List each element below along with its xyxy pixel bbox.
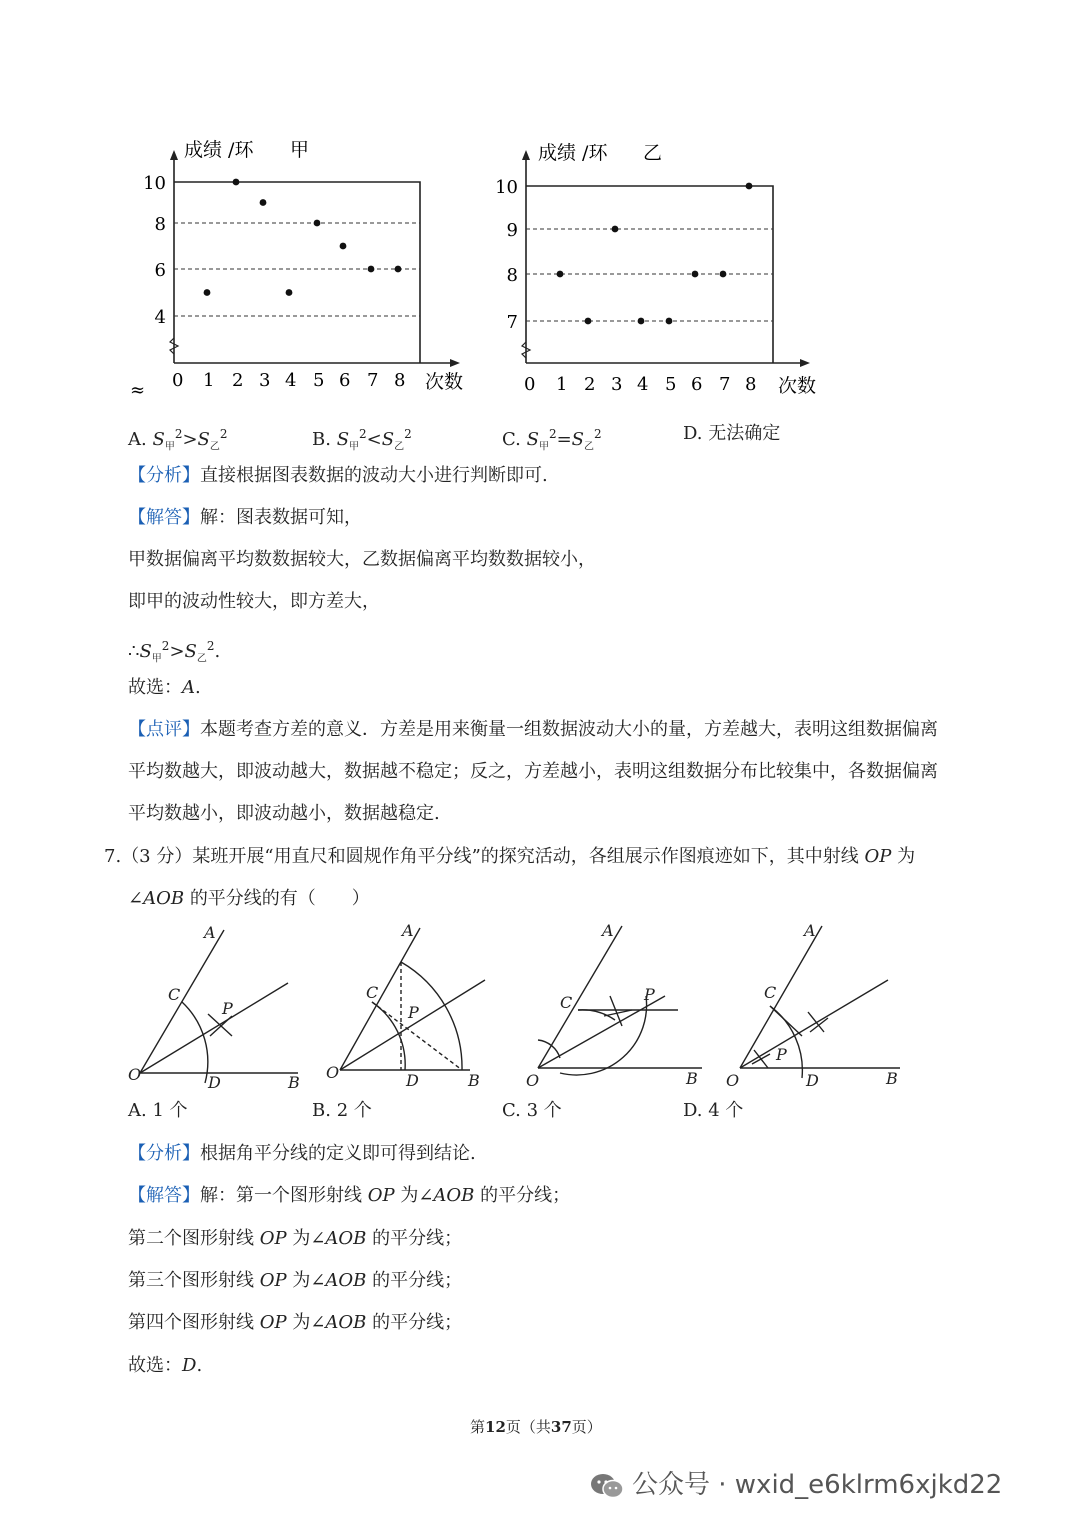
fig1-label-p: P bbox=[222, 999, 233, 1018]
data-point bbox=[746, 183, 753, 190]
q7-analysis: 【分析】根据角平分线的定义即可得到结论. bbox=[128, 1143, 476, 1164]
yi-title-name: 乙 bbox=[643, 142, 663, 164]
data-point bbox=[612, 226, 619, 233]
q7-answer-1: 【解答】解：第一个图形射线 OP 为∠AOB 的平分线； bbox=[128, 1185, 571, 1206]
q6-comment-2: 平均数越大，即波动越大，数据越不稳定；反之，方差越小，表明这组数据分布比较集中，各数据偏离 bbox=[128, 761, 938, 782]
jia-axes bbox=[170, 158, 455, 363]
x-tick-label: 2 bbox=[232, 370, 244, 391]
q7-figure-1 bbox=[140, 930, 298, 1083]
q7-figures bbox=[120, 918, 920, 1093]
data-point bbox=[340, 243, 347, 250]
q6-answer: 【解答】解：图表数据可知， bbox=[128, 507, 362, 528]
jia-title-name: 甲 bbox=[290, 139, 310, 161]
fig3-label-a: A bbox=[602, 921, 614, 940]
q6-therefore: $\therefore S_甲^2>S_乙^2$. bbox=[128, 639, 221, 665]
q7-option-a: A. 1 个 bbox=[128, 1100, 188, 1121]
jia-y-arrow bbox=[170, 150, 178, 160]
fig1-label-a: A bbox=[204, 923, 216, 942]
yi-axes bbox=[522, 158, 805, 363]
chart-yi bbox=[480, 134, 840, 409]
x-tick-label: 5 bbox=[313, 370, 325, 391]
data-point bbox=[233, 179, 240, 186]
q7-option-b: B. 2 个 bbox=[312, 1100, 372, 1121]
q7-figure-4 bbox=[740, 926, 900, 1078]
fig3-label-c: C bbox=[560, 993, 573, 1012]
jia-x-label: 次数 bbox=[425, 371, 464, 393]
data-point bbox=[395, 266, 402, 273]
data-point bbox=[585, 318, 592, 325]
x-tick-label: 6 bbox=[691, 374, 703, 395]
x-tick-label: 3 bbox=[611, 374, 623, 395]
jia-approx-symbol: ≈ bbox=[130, 380, 146, 401]
fig1-label-c: C bbox=[168, 985, 181, 1004]
answer-tag: 【解答】 bbox=[128, 1185, 200, 1206]
data-point bbox=[204, 289, 211, 296]
x-tick-label: 1 bbox=[556, 374, 568, 395]
jia-gridlines bbox=[174, 223, 420, 316]
watermark-text: 公众号 · wxid_e6klrm6xjkd22 bbox=[632, 1470, 1003, 1500]
x-tick-label: 5 bbox=[665, 374, 677, 395]
y-tick-label: 10 bbox=[495, 177, 518, 198]
data-point bbox=[720, 271, 727, 278]
fig4-label-o: O bbox=[726, 1071, 740, 1090]
jia-y-ticks bbox=[143, 173, 166, 328]
fig4-label-a: A bbox=[804, 921, 816, 940]
x-tick-label: 0 bbox=[172, 370, 184, 391]
fig1-label-o: O bbox=[128, 1065, 142, 1084]
yi-x-arrow bbox=[800, 359, 810, 367]
x-tick-label: 2 bbox=[584, 374, 596, 395]
watermark bbox=[590, 1464, 1002, 1501]
fig4-label-b: B bbox=[886, 1069, 898, 1088]
y-tick-label: 8 bbox=[154, 214, 166, 235]
fig2-label-o: O bbox=[326, 1063, 340, 1082]
data-point bbox=[260, 199, 267, 206]
fig4-label-d: D bbox=[806, 1071, 819, 1090]
q7-figure-2 bbox=[340, 928, 485, 1070]
q7-choice: 故选：D. bbox=[128, 1355, 203, 1376]
q7-stem-1: 7.（3 分）某班开展“用直尺和圆规作角平分线”的探究活动，各组展示作图痕迹如下，其中射线 OP 为 bbox=[104, 846, 916, 867]
x-tick-label: 4 bbox=[285, 370, 297, 391]
answer-tag: 【解答】 bbox=[128, 507, 200, 528]
jia-points bbox=[204, 179, 402, 296]
q6-choice: 故选：A. bbox=[128, 677, 201, 698]
q6-option-a: A. $S_甲^2>S_乙^2$ bbox=[128, 427, 228, 453]
page-footer: 第12页（共37页） bbox=[470, 1418, 602, 1436]
analysis-tag: 【分析】 bbox=[128, 1143, 200, 1164]
fig4-label-p: P bbox=[776, 1045, 787, 1064]
yi-x-label: 次数 bbox=[778, 375, 817, 397]
data-point bbox=[314, 220, 321, 227]
y-tick-label: 8 bbox=[506, 265, 518, 286]
y-tick-label: 7 bbox=[506, 312, 518, 333]
chart-jia bbox=[120, 130, 480, 405]
q7-stem-2: ∠AOB 的平分线的有（ ） bbox=[128, 888, 370, 909]
yi-y-arrow bbox=[522, 150, 530, 160]
analysis-tag: 【分析】 bbox=[128, 465, 200, 486]
q6-analysis: 【分析】直接根据图表数据的波动大小进行判断即可. bbox=[128, 465, 548, 486]
x-tick-label: 8 bbox=[394, 370, 406, 391]
jia-title-unit: 成绩 /环 bbox=[184, 139, 254, 161]
fig3-label-o: O bbox=[526, 1071, 540, 1090]
wechat-icon bbox=[590, 1472, 624, 1500]
yi-y-ticks bbox=[495, 177, 518, 333]
y-tick-label: 6 bbox=[154, 260, 166, 281]
q6-line1: 甲数据偏离平均数数据较大，乙数据偏离平均数数据较小， bbox=[128, 549, 596, 570]
q6-option-d: D. 无法确定 bbox=[683, 423, 781, 444]
q6-option-c: C. $S_甲^2=S_乙^2$ bbox=[502, 427, 602, 453]
fig1-label-d: D bbox=[208, 1073, 221, 1092]
jia-x-ticks bbox=[172, 370, 405, 391]
comment-tag: 【点评】 bbox=[128, 719, 200, 740]
q6-comment-1: 【点评】本题考查方差的意义．方差是用来衡量一组数据波动大小的量，方差越大，表明这组数据偏离 bbox=[128, 719, 938, 740]
q6-line2: 即甲的波动性较大，即方差大， bbox=[128, 591, 380, 612]
yi-x-ticks bbox=[524, 374, 756, 395]
x-tick-label: 3 bbox=[259, 370, 271, 391]
x-tick-label: 4 bbox=[637, 374, 649, 395]
fig2-label-c: C bbox=[366, 983, 379, 1002]
data-point bbox=[666, 318, 673, 325]
data-point bbox=[286, 289, 293, 296]
fig2-label-b: B bbox=[468, 1071, 480, 1090]
yi-title-unit: 成绩 /环 bbox=[538, 142, 608, 164]
fig2-label-p: P bbox=[408, 1003, 419, 1022]
x-tick-label: 8 bbox=[745, 374, 757, 395]
y-tick-label: 9 bbox=[506, 220, 518, 241]
fig3-label-p: P bbox=[644, 985, 655, 1004]
x-tick-label: 0 bbox=[524, 374, 536, 395]
y-tick-label: 10 bbox=[143, 173, 166, 194]
data-point bbox=[557, 271, 564, 278]
fig2-label-a: A bbox=[402, 921, 414, 940]
fig1-label-b: B bbox=[288, 1073, 300, 1092]
q7-option-d: D. 4 个 bbox=[683, 1100, 744, 1121]
q7-option-c: C. 3 个 bbox=[502, 1100, 562, 1121]
q7-answer-3: 第三个图形射线 OP 为∠AOB 的平分线； bbox=[128, 1270, 463, 1291]
q6-option-b: B. $S_甲^2<S_乙^2$ bbox=[312, 427, 412, 453]
data-point bbox=[638, 318, 645, 325]
data-point bbox=[692, 271, 699, 278]
q6-comment-3: 平均数越小，即波动越小，数据越稳定. bbox=[128, 803, 440, 824]
fig4-label-c: C bbox=[764, 983, 777, 1002]
fig3-label-b: B bbox=[686, 1069, 698, 1088]
y-tick-label: 4 bbox=[154, 307, 166, 328]
x-tick-label: 1 bbox=[203, 370, 215, 391]
yi-points bbox=[557, 183, 753, 325]
jia-x-arrow bbox=[450, 359, 460, 367]
x-tick-label: 7 bbox=[719, 374, 731, 395]
x-tick-label: 6 bbox=[339, 370, 351, 391]
fig2-label-d: D bbox=[406, 1071, 419, 1090]
q7-answer-2: 第二个图形射线 OP 为∠AOB 的平分线； bbox=[128, 1228, 463, 1249]
q7-answer-4: 第四个图形射线 OP 为∠AOB 的平分线； bbox=[128, 1312, 463, 1333]
data-point bbox=[368, 266, 375, 273]
x-tick-label: 7 bbox=[367, 370, 379, 391]
